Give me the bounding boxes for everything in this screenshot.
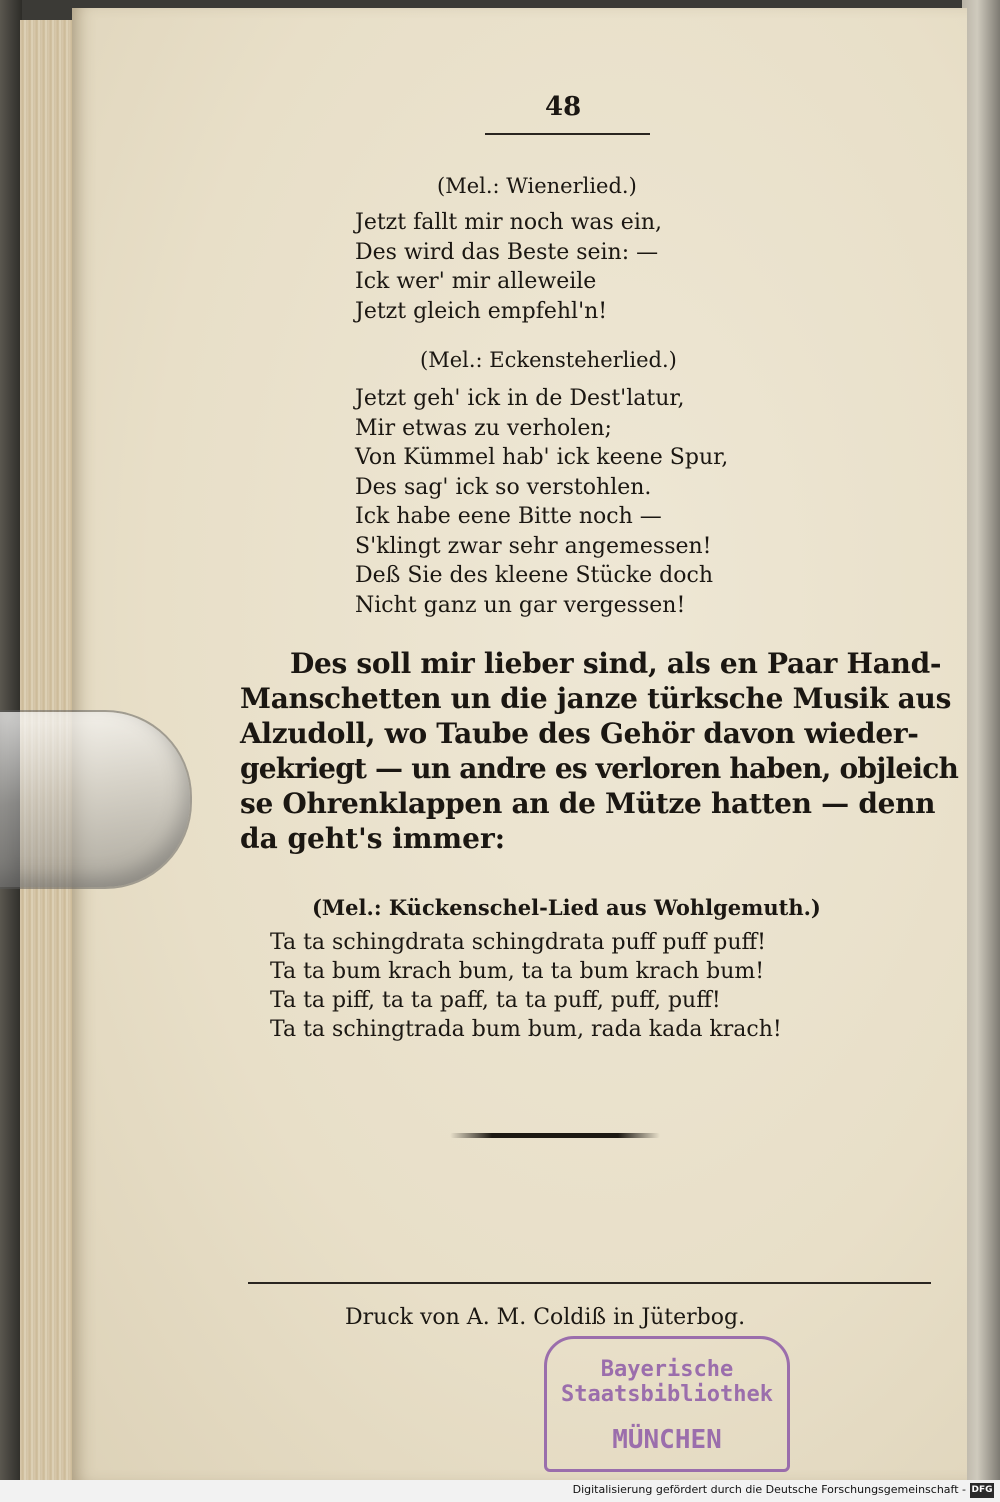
verse-line: Ick wer' mir alleweile — [355, 269, 597, 294]
verse-line: Jetzt gleich empfehl'n! — [355, 298, 608, 324]
verse-line: Jetzt geh' ick in de Dest'latur, — [355, 386, 685, 411]
facing-page-edge — [962, 0, 1000, 1480]
verse-line: Jetzt fallt mir noch was ein, — [355, 210, 663, 235]
verse-line: Nicht ganz un gar vergessen! — [355, 592, 686, 618]
imprint-rule — [248, 1282, 931, 1284]
verse-line: S'klingt zwar sehr angemessen! — [355, 533, 712, 559]
prose-line: da geht's immer: — [240, 822, 506, 855]
prose-line: gekriegt — un andre es verloren haben, objleich — [240, 752, 959, 785]
verse-line: Mir etwas zu verholen; — [355, 415, 612, 441]
song1-melody: (Mel.: Wienerlied.) — [437, 174, 637, 198]
section-divider — [450, 1133, 660, 1138]
prose-line: Des soll mir lieber sind, als en Paar Hand- — [290, 647, 942, 680]
verse-line: Ta ta schingtrada bum bum, rada kada krach! — [270, 1017, 782, 1042]
song3-verse — [270, 928, 782, 1044]
library-stamp — [544, 1336, 790, 1472]
page-number: 48 — [545, 92, 582, 122]
verse-line: Ta ta piff, ta ta paff, ta ta puff, puff, puff! — [270, 988, 721, 1013]
stamp-line: Staatsbibliothek — [561, 1382, 773, 1407]
footer-bar — [0, 1480, 1000, 1502]
verse-line: Des wird das Beste sein: — — [355, 239, 659, 265]
song2-melody: (Mel.: Eckensteherlied.) — [420, 348, 677, 372]
verse-line: Von Kümmel hab' ick keene Spur, — [355, 445, 729, 470]
song3-melody: (Mel.: Kückenschel-Lied aus Wohlgemuth.) — [312, 895, 821, 920]
dfg-logo: DFG — [970, 1483, 994, 1498]
song2-verse — [355, 384, 728, 620]
verse-line: Ta ta schingdrata schingdrata puff puff puff! — [270, 930, 766, 955]
verse-line: Ta ta bum krach bum, ta ta bum krach bum! — [270, 959, 765, 984]
prose-paragraph — [240, 646, 958, 856]
header-rule — [485, 133, 650, 135]
prose-line: Manschetten un die janze türksche Musik aus — [240, 682, 952, 715]
page-holder-clip — [0, 712, 190, 887]
stamp-line: MÜNCHEN — [612, 1425, 722, 1455]
verse-line: Ick habe eene Bitte noch — — [355, 504, 662, 529]
prose-line: se Ohrenklappen an de Mütze hatten — denn — [240, 787, 936, 820]
verse-line: Des sag' ick so verstohlen. — [355, 474, 652, 500]
prose-line: Alzudoll, wo Taube des Gehör davon wieder- — [240, 717, 919, 750]
printer-imprint: Druck von A. M. Coldiß in Jüterbog. — [345, 1305, 746, 1330]
verse-line: Deß Sie des kleene Stücke doch — [355, 563, 714, 588]
digitization-credit: Digitalisierung gefördert durch die Deutsche Forschungsgemeinschaft - — [572, 1483, 966, 1496]
stamp-line: Bayerische — [600, 1357, 734, 1382]
song1-verse — [355, 208, 662, 326]
